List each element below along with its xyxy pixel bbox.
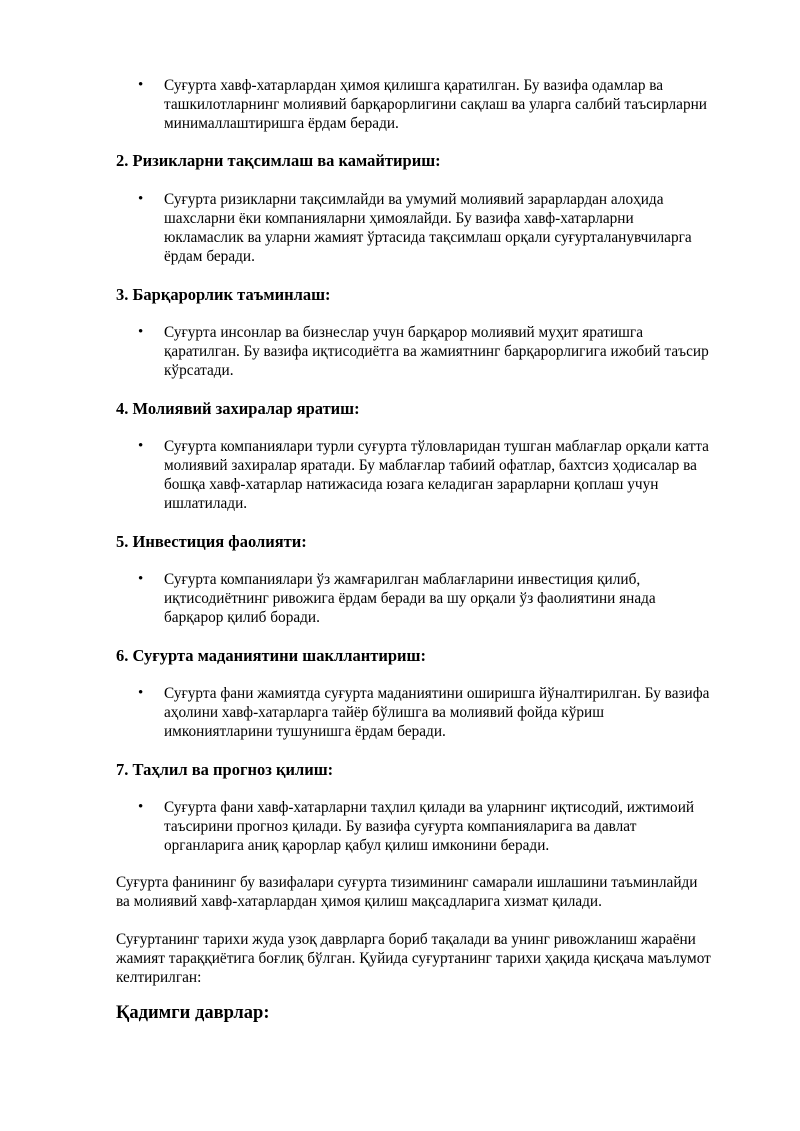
section-heading: 5. Инвестиция фаолияти: (116, 532, 307, 551)
list-item-line: Суғурта фани жамиятда суғурта маданиятини оширишга йўналтирилган. Бу вазифа (164, 685, 710, 702)
list-item (138, 190, 754, 266)
paragraph (116, 930, 756, 987)
list-item-line: минималлаштиришга ёрдам беради. (164, 115, 399, 132)
paragraph (116, 873, 756, 911)
list-item-line: ёрдам беради. (164, 248, 255, 265)
list-item-line: таъсирини прогноз қилади. Бу вазифа суғурта компанияларига ва давлат (164, 818, 637, 835)
paragraph-line: ва молиявий хавф-хатарлардан ҳимоя қилиш мақсадларига хизмат қилади. (116, 893, 602, 910)
list-item-line: Суғурта компаниялари ўз жамғарилган маблағларини инвестиция қилиб, (164, 571, 641, 588)
list-item-line: қаратилган. Бу вазифа иқтисодиётга ва жамиятнинг барқарорлигига ижобий таъсир (164, 343, 709, 360)
section-heading: 2. Ризикларни тақсимлаш ва камайтириш: (116, 151, 441, 170)
bullet-icon: • (138, 571, 144, 587)
bullet-icon: • (138, 77, 144, 93)
list-item-line: Суғурта ризикларни тақсимлайди ва умумий молиявий зарарлардан алоҳида (164, 191, 664, 208)
list-item-line: Суғурта фани хавф-хатарларни таҳлил қилади ва уларнинг иқтисодий, ижтимоий (164, 799, 695, 816)
section-heading: 4. Молиявий захиралар яратиш: (116, 399, 360, 418)
list-item-line: Суғурта компаниялари турли суғурта тўловларидан тушган маблағлар орқали катта (164, 438, 709, 455)
list-item (138, 684, 754, 741)
bullet-icon: • (138, 799, 144, 815)
list-item-line: имкониятларини тушунишга ёрдам беради. (164, 723, 446, 740)
paragraph-line: жамият тараққиётига боғлиқ бўлган. Қуйида суғуртанинг тарихи ҳақида қисқача маълумот (116, 950, 711, 967)
list-item-line: Суғурта хавф-хатарлардан ҳимоя қилишга қаратилган. Бу вазифа одамлар ва (164, 77, 664, 94)
list-item-line: кўрсатади. (164, 362, 234, 379)
bullet-icon: • (138, 324, 144, 340)
section-heading: 6. Суғурта маданиятини шакллантириш: (116, 646, 426, 665)
list-item-line: ташкилотларнинг молиявий барқарорлигини сақлаш ва уларга салбий таъсирларни (164, 96, 707, 113)
paragraph-line: келтирилган: (116, 969, 202, 986)
paragraph-line: Суғурта фанининг бу вазифалари суғурта тизимининг самарали ишлашини таъминлайди (116, 874, 698, 891)
paragraph-line: Суғуртанинг тарихи жуда узоқ даврларга бориб тақалади ва унинг ривожланиш жараёни (116, 931, 696, 948)
list-item-line: бошқа хавф-хатарлар натижасида юзага келадиган зарарларни қоплаш учун (164, 476, 659, 493)
list-item-line: иқтисодиётнинг ривожига ёрдам беради ва шу орқали ўз фаолиятини янада (164, 590, 656, 607)
bullet-icon: • (138, 685, 144, 701)
list-item-line: ишлатилади. (164, 495, 248, 512)
bullet-icon: • (138, 438, 144, 454)
list-item (138, 437, 754, 513)
list-item-line: органларига аниқ қарорлар қабул қилиш имконини беради. (164, 837, 550, 854)
section-heading: Қадимги даврлар: (116, 1003, 270, 1023)
list-item-line: юкламаслик ва уларни жамият ўртасида тақсимлаш орқали суғурталанувчиларга (164, 229, 692, 246)
list-item-line: Суғурта инсонлар ва бизнеслар учун барқарор молиявий муҳит яратишга (164, 324, 643, 341)
section-heading: 7. Таҳлил ва прогноз қилиш: (116, 760, 334, 779)
list-item-line: шахсларни ёки компанияларни ҳимоялайди. Бу вазифа хавф-хатарларни (164, 210, 634, 227)
list-item-line: аҳолини хавф-хатарларга тайёр бўлишга ва молиявий фойда кўриш (164, 704, 604, 721)
section-heading: 3. Барқарорлик таъминлаш: (116, 285, 331, 304)
list-item-line: молиявий захиралар яратади. Бу маблағлар табиий офатлар, бахтсиз ҳодисалар ва (164, 457, 697, 474)
list-item (138, 798, 754, 855)
list-item (138, 323, 754, 380)
list-item (138, 76, 754, 133)
bullet-icon: • (138, 191, 144, 207)
list-item (138, 570, 754, 627)
list-item-line: барқарор қилиб боради. (164, 609, 320, 626)
